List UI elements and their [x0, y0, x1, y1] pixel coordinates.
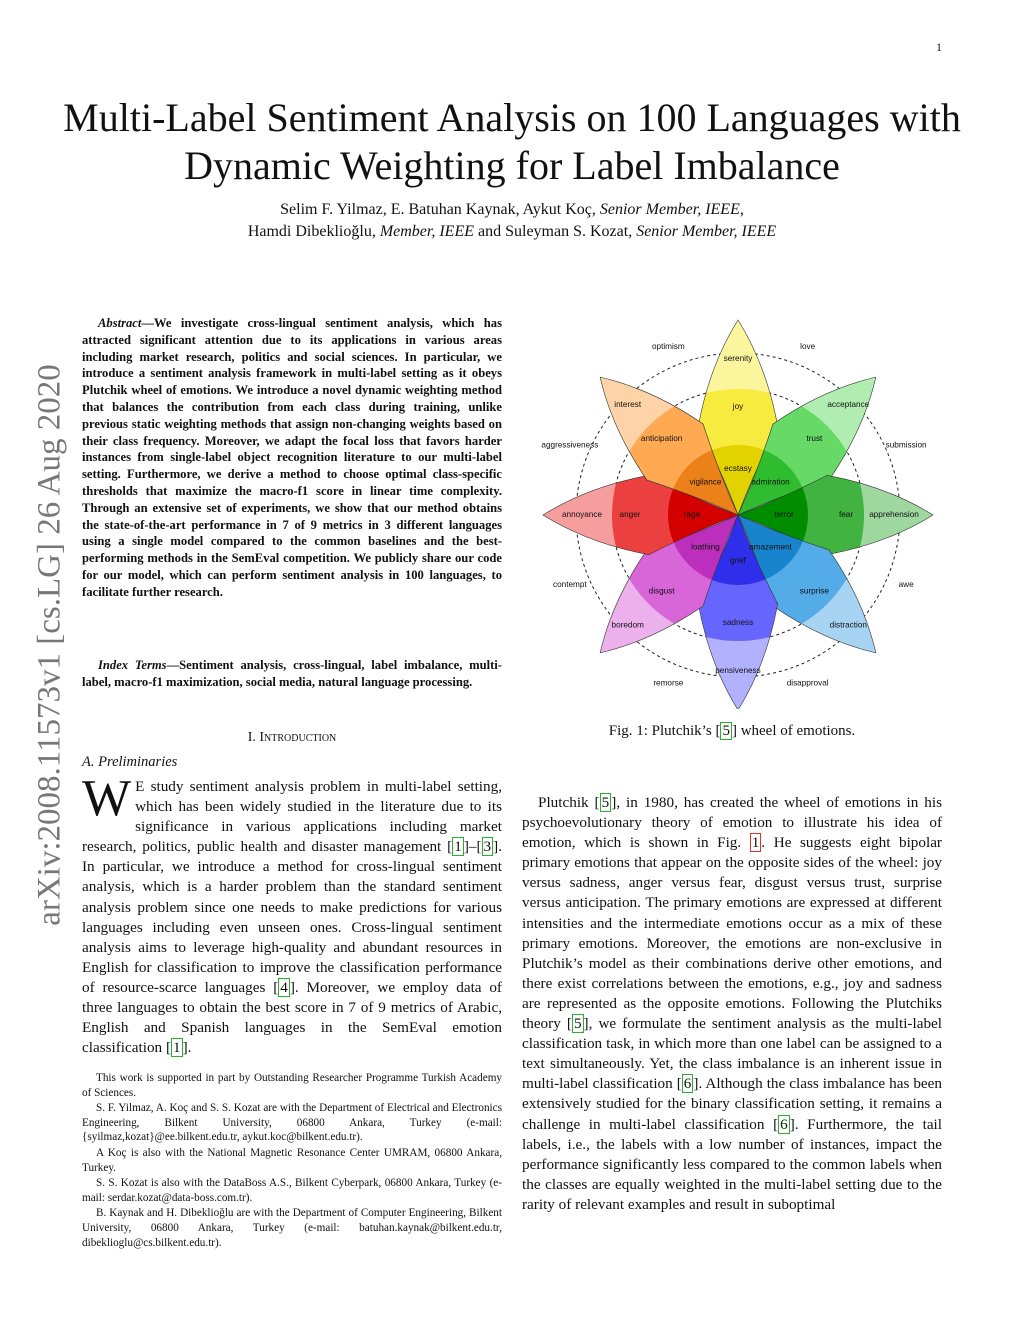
petal-label-outer: acceptance	[827, 399, 870, 409]
dyad-label: optimism	[651, 342, 685, 352]
petal-label-outer: boredom	[611, 620, 644, 630]
petal-label-outer: apprehension	[869, 510, 919, 520]
arxiv-sidebar-stamp	[28, 345, 72, 945]
citation-link[interactable]: 4	[280, 978, 288, 996]
petal-label-mid: trust	[806, 433, 823, 443]
petal-label-inner: terror	[774, 510, 794, 520]
right-column-paragraph: Plutchik [ 5 ], in 1980, has created the wheel of emotions in his psychoevolutionary theory of emotion to illustrate his idea of emotion, which is shown in Fig. 1 . He suggests eight bipolar primary emotions that appear on the opposite sides of the wheel: joy versus sadness, anger versus fear, disgust versus trust, surprise versus anticipation. The primary emotions are expressed at different intensities and the intermediate emotions occur as a mix of these primary emotions. Moreover, the emotions are non-exclusive in Plutchik’s model as their combinations derive other emotions, and there exist correlations between the emotions, e.g., joy and sadness are represented as the opposite emotions. Following the Plutchiks theory [ 5 ], we formulate the sentiment analysis as the multi-label classification task, in which more than one label can be assigned to a text simultaneously. Yet, the class imbalance is an inherent issue in multi-label classification [ 6 ]. Although the class imbalance has been extensively studied for the binary classification setting, it remains a challenge in multi-label classification [ 6 ]. Furthermore, the tail labels, i.e., the labels with a low number of instances, impact the performance significantly less compared to the common labels when the classes are equally weighted in the multi-label setting due to the rarity of relevant examples and result in suboptimal	[522, 794, 943, 1213]
petal-label-mid: joy	[732, 402, 744, 412]
petal-label-inner: rage	[683, 510, 701, 520]
citation-link[interactable]: 1	[454, 838, 462, 856]
footnote: A Koç is also with the National Magnetic Resonance Center UMRAM, 06800 Ankara, Turkey.	[82, 1146, 502, 1174]
page-number: 1	[936, 40, 942, 54]
petal-label-outer: pensiveness	[715, 666, 761, 676]
dyad-label: disapproval	[786, 678, 829, 688]
index-terms	[82, 657, 502, 691]
paper-title: Multi-Label Sentiment Analysis on 100 Languages with Dynamic Weighting for Label Imbalance	[63, 95, 961, 188]
petal-label-mid: surprise	[799, 586, 829, 596]
abstract-label: Abstract	[98, 316, 142, 330]
section-title: Introduction	[259, 730, 337, 745]
figure-caption: Fig. 1: Plutchik’s [ 5 ] wheel of emotions.	[608, 723, 856, 739]
body-text: , we formulate the sentiment analysis as the multi-label classification task, in which more than one label can be assigned to a text simultaneously. Yet, the class imbalance is an inherent issue in multi-label classification	[522, 1015, 943, 1093]
body-text: . Although the class imbalance has been extensively studied for the binary classification setting, it remains a challenge in multi-label classification	[522, 1075, 943, 1133]
petal-label-inner: vigilance	[689, 477, 722, 487]
citation-link[interactable]: 1	[173, 1039, 181, 1057]
petal-label-mid: anticipation	[640, 433, 683, 443]
plutchik-wheel-figure	[522, 309, 942, 709]
footnote: B. Kaynak and H. Dibeklioğlu are with the Department of Computer Engineering, Bilkent University, 06800 Ankara, Turkey (e-mail: batuhan.kaynak@bilkent.edu.tr, dibeklioglu@cs.bilkent.edu.tr).	[82, 1207, 502, 1249]
index-terms-label: Index Terms	[98, 658, 167, 672]
intro-text: .	[187, 1039, 192, 1057]
citation-link[interactable]: 5	[722, 723, 730, 739]
footnote: S. F. Yilmaz, A. Koç and S. S. Kozat are with the Department of Electrical and Electronics Engineering, Bilkent University, 06800 Ankara, Turkey (e-mail: {syilmaz,kozat}@ee.bilkent.edu.tr, aykut.koc@bilkent.edu.tr).	[82, 1102, 502, 1144]
intro-text: . In particular, we introduce a method for cross-lingual sentiment analysis, which is a harder problem than the standard sentiment analysis problem since one needs to make predictions for various languages including even unseen ones. Cross-lingual sentiment analysis aims to leverage high-quality and abundant resources in English for classification to improve the classification performance of resource-scarce languages	[82, 838, 502, 996]
section-number: I.	[247, 730, 256, 745]
petal-label-outer: distraction	[829, 620, 867, 630]
intro-text: E study sentiment analysis problem in multi-label setting, which has been widely studied in the literature due to its significance in various applications including market research, politics, public health and disaster management	[82, 778, 502, 856]
caption-text: Fig. 1: Plutchik’s	[608, 723, 716, 739]
body-text: , in 1980, has created the wheel of emotions in his psychoevolutionary theory of emotion to illustrate his idea of emotion, which is shown in Fig.	[522, 794, 942, 852]
abstract	[82, 315, 502, 601]
body-text: Plutchik	[538, 794, 595, 811]
authors-line1: Selim F. Yilmaz, E. Batuhan Kaynak, Aykut Koç,	[280, 201, 596, 218]
citation-link[interactable]: 6	[683, 1075, 692, 1093]
petal-label-outer: interest	[614, 399, 642, 409]
authors-line1-role: Senior Member, IEEE,	[599, 201, 744, 218]
citation-link[interactable]: 5	[601, 794, 610, 811]
drop-cap: W	[82, 770, 132, 827]
caption-text: wheel of emotions.	[736, 723, 856, 739]
petal-label-inner: admiration	[751, 477, 790, 487]
petal-label-outer: serenity	[723, 354, 753, 364]
body-text: . He suggests eight bipolar primary emotions that appear on the opposite sides of the wheel: joy versus sadness, anger versus fear, disgust versus trust, surprise versus anticipation. The primary emotions are expressed at different intensities and the intermediate emotions occur as a mix of these primary emotions. Moreover, the emotions are non-exclusive in Plutchik’s model as their combinations derive other emotions, and there exist correlations between the emotions, e.g., joy and sadness are represented as the opposite emotions. Following the Plutchiks theory	[522, 834, 942, 1033]
dyad-label: contempt	[553, 579, 587, 589]
figure-link[interactable]: 1	[751, 834, 760, 852]
petal-label-inner: grief	[730, 556, 746, 566]
arxiv-id: arXiv:2008.11573v1 [cs.LG] 26 Aug 2020	[31, 364, 68, 926]
footnotes	[82, 1071, 502, 1251]
abstract-text: —We investigate cross-lingual sentiment analysis, which has attracted significant attention due to its applications in various areas including market research, politics and social sciences. In particular, we introduce a sentiment analysis framework in multi-label setting as it obeys Plutchik wheel of emotions. We introduce a novel dynamic weighting method that balances the contribution from each class during training, unlike previous static weighting methods that assign non-changing weights based on their class frequency. Moreover, we adapt the focal loss that favors harder instances from single-label object recognition literature to our multi-label setting. Furthermore, we derive a method to choose optimal class-specific thresholds that maximize the macro-f1 score in linear time complexity. Through an extensive set of experiments, we show that our method obtains the state-of-the-art performance in 7 of 9 metrics in 3 different languages using a single model compared to the common baselines and the best-performing methods in the SemEval competition. We publicly share our code for our model, which can perform sentiment analysis in 100 languages, to facilitate further research.	[82, 316, 502, 599]
author-list	[60, 199, 964, 243]
dyad-label: love	[800, 342, 816, 352]
authors-line2-role-b: Senior Member, IEEE	[636, 223, 777, 240]
petal-label-mid: disgust	[648, 586, 675, 596]
footnote: This work is supported in part by Outstanding Researcher Programme Turkish Academy of Sciences.	[82, 1072, 502, 1099]
authors-line2-a: Hamdi Dibeklioğlu,	[247, 223, 376, 240]
footnote: S. S. Kozat is also with the DataBoss A.S., Bilkent Cyberpark, 06800 Ankara, Turkey (e-mail: serdar.kozat@data-boss.com.tr).	[82, 1177, 502, 1204]
citation-link[interactable]: 3	[483, 838, 492, 856]
petal-label-inner: amazement	[749, 542, 792, 552]
intro-text: . Moreover, we employ data of three languages to obtain the best score in 7 of 9 metrics of Arabic, English and Spanish languages in the SemEval emotion classification	[82, 978, 502, 1057]
dyad-label: submission	[885, 440, 927, 450]
petal-label-inner: ecstasy	[724, 464, 752, 474]
dyad-label: aggressiveness	[541, 440, 599, 450]
citation-link[interactable]: 6	[780, 1115, 788, 1133]
dyad-label: remorse	[653, 678, 684, 688]
petal-label-mid: anger	[619, 510, 641, 520]
body-text: . Furthermore, the tail labels, i.e., the labels with a low number of instances, impact the performance significantly less compared to the common labels when the classes are equally weighted in the multi-label setting due to the rarity of relevant examples and result in suboptimal	[522, 1115, 942, 1213]
intro-text: –	[468, 838, 477, 856]
index-terms-text: —Sentiment analysis, cross-lingual, label imbalance, multi-label, macro-f1 maximization, social media, natural language processing.	[82, 658, 502, 689]
petal-label-mid: sadness	[722, 618, 754, 628]
petal-label-inner: loathing	[691, 542, 720, 552]
subsection-heading: A. Preliminaries	[82, 754, 178, 770]
dyad-label: awe	[898, 579, 914, 589]
authors-line2-role-a: Member, IEEE	[379, 223, 474, 240]
petal-label-mid: fear	[838, 510, 854, 520]
citation-link[interactable]: 5	[573, 1015, 582, 1033]
petal-label-outer: annoyance	[561, 510, 603, 520]
authors-line2-and: and Suleyman S. Kozat,	[478, 223, 633, 240]
section-heading	[82, 730, 502, 746]
intro-paragraph: W E study sentiment analysis problem in multi-label setting, which has been widely studied in the literature due to its significance in various applications including market research, politics, public health and disaster management [ 1 ]–[ 3 ]. In particular, we introduce a method for cross-lingual sentiment analysis, which is a harder problem than the standard sentiment analysis problem since one needs to make predictions for various languages including even unseen ones. Cross-lingual sentiment analysis aims to leverage high-quality and abundant resources in English for classification to improve the classification performance of resource-scarce languages [ 4 ]. Moreover, we employ data of three languages to obtain the best score in 7 of 9 metrics of Arabic, English and Spanish languages in the SemEval emotion classification [ 1 ].	[82, 770, 502, 1057]
